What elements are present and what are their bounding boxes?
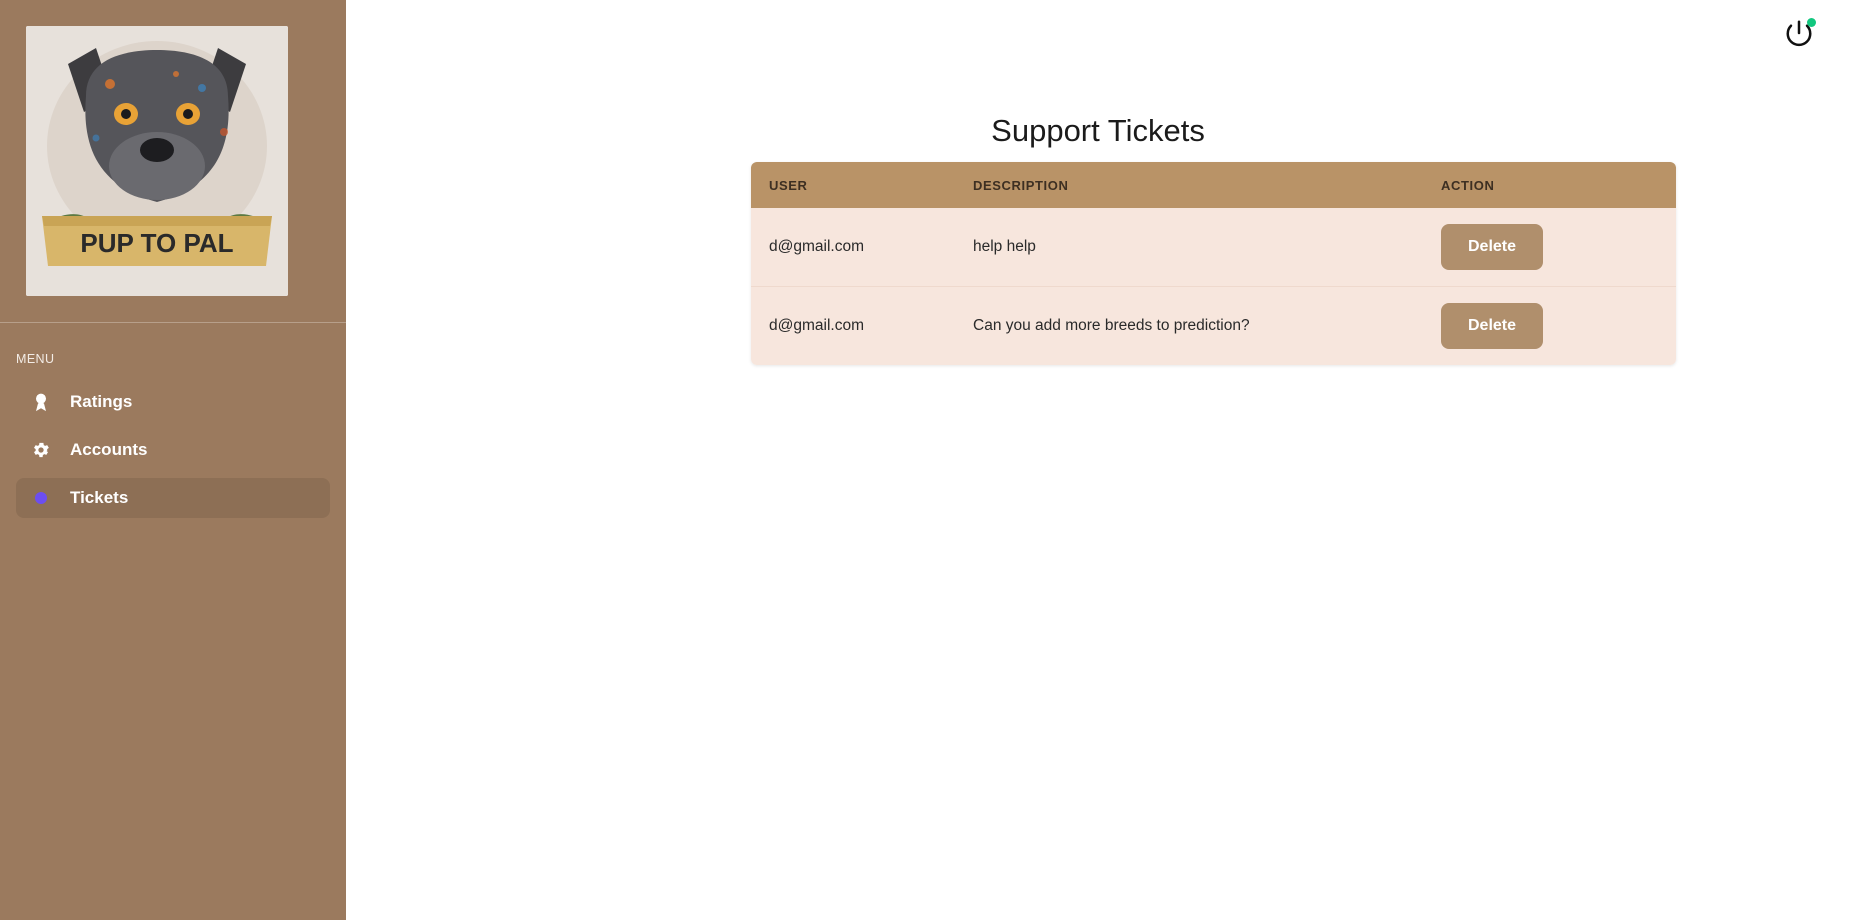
delete-button[interactable]: Delete bbox=[1441, 303, 1543, 349]
circle-dot-icon bbox=[30, 487, 52, 509]
sidebar-item-label: Ratings bbox=[70, 392, 133, 411]
sidebar-item-ratings[interactable] bbox=[16, 382, 330, 422]
sidebar bbox=[0, 0, 346, 920]
sidebar-item-label: Accounts bbox=[70, 440, 148, 459]
cell-action bbox=[1441, 224, 1676, 270]
cell-action bbox=[1441, 303, 1676, 349]
column-header-action: ACTION bbox=[1441, 177, 1495, 193]
column-header-user: USER bbox=[769, 177, 808, 193]
column-header-description: DESCRIPTION bbox=[973, 177, 1069, 193]
gear-icon bbox=[30, 439, 52, 461]
table-header-row bbox=[751, 162, 1676, 208]
table-row bbox=[751, 287, 1676, 365]
cell-description: help help bbox=[973, 238, 1036, 255]
menu-section-label: MENU bbox=[16, 352, 55, 366]
tickets-table bbox=[751, 162, 1676, 365]
cell-user: d@gmail.com bbox=[769, 238, 864, 255]
cell-description: Can you add more breeds to prediction? bbox=[973, 317, 1250, 334]
sidebar-item-accounts[interactable] bbox=[16, 430, 330, 470]
cell-user: d@gmail.com bbox=[769, 317, 864, 334]
sidebar-item-label: Tickets bbox=[70, 488, 129, 507]
svg-text:PUP TO PAL: PUP TO PAL bbox=[80, 228, 234, 258]
sidebar-divider bbox=[0, 322, 346, 323]
page-title: Support Tickets bbox=[991, 112, 1205, 148]
status-dot bbox=[1807, 18, 1816, 27]
main-content bbox=[346, 0, 1850, 920]
table-row bbox=[751, 208, 1676, 287]
sidebar-nav bbox=[16, 382, 330, 518]
award-icon bbox=[30, 391, 52, 413]
logo bbox=[26, 26, 288, 296]
delete-button[interactable]: Delete bbox=[1441, 224, 1543, 270]
sidebar-item-tickets[interactable] bbox=[16, 478, 330, 518]
pup-to-pal-logo-icon bbox=[26, 26, 288, 296]
